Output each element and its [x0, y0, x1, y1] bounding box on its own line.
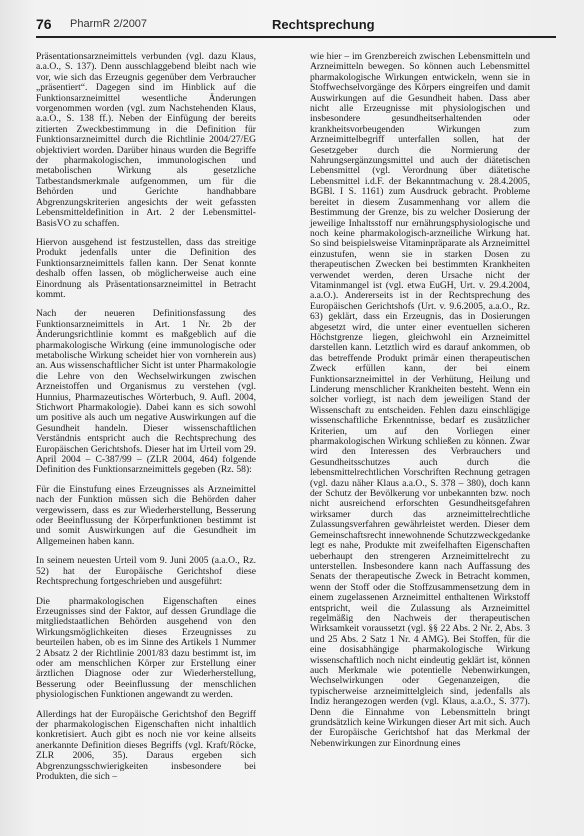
section-title: Rechtsprechung — [272, 17, 375, 32]
paragraph: Präsentationsarzneimittels verbunden (vgl. dazu Klaus, a.a.O., S. 137). Denn ausschlaggebend bleibt nach wie vor, wie sich das Erzeugnis gegenüber dem Verbraucher „präsentiert“. Dagegen sind im Hinblick auf die Funktionsarzneimittel wesentliche Änderungen vorgenommen worden (vgl. zum Nachstehenden Klaus, a.a.O., S. 138 ff.). Neben der Einfügung der bereits zitierten Zweckbestimmung in die Definition für Funktionsarzneimittel durch die Richtlinie 2004/27/EG objektiviert worden. Darüber hinaus wurden die Begriffe der pharmakologischen, immunologischen und metabolischen Wirkung als gesetzliche Tatbestandsmerkmale aufgenommen, um für die Behörden und Gerichte handhabbare Abgrenzungskriterien angesichts der weit gefassten Lebensmitteldefinition in Art. 2 der Lebensmittel-BasisVO zu schaffen. — [36, 51, 256, 229]
page-number: 76 — [36, 16, 52, 32]
paragraph: Nach der neueren Definitionsfassung des Funktionsarzneimittels in Art. 1 Nr. 2b der Änderungsrichtlinie kommt es maßgeblich auf die pharmakologische Wirkung (eine immunologische oder metabolische Wirkung scheidet hier von vornherein aus) an. Aus wissenschaftlicher Sicht ist unter Pharmakologie die Lehre von den Wechselwirkungen zwischen Arzneistoffen und Organismus zu verstehen (vgl. Hunnius, Pharmazeutisches Wörterbuch, 9. Aufl. 2004, Stichwort Pharmakologie). Dabei kann es sich sowohl um positive als auch um negative Auswirkungen auf die Gesundheit handeln. Dieser wissenschaftlichen Verständnis entspricht auch die Rechtsprechung des Europäischen Gerichtshofs. Dieser hat im Urteil vom 29. April 2004 – C-387/99 – (ZLR 2004, 464) folgende Definition des Funktionsarzneimittels gegeben (Rz. 58): — [36, 308, 256, 476]
paragraph: Die pharmakologischen Eigenschaften eines Erzeugnisses sind der Faktor, auf dessen Grundlage die mitgliedstaatlichen Behörden ausgehend von den Wirkungsmöglichkeiten dieses Erzeugnisses zu beurteilen haben, ob es im Sinne des Artikels 1 Nummer 2 Absatz 2 der Richtlinie 2001/83 dazu bestimmt ist, im oder am menschlichen Körper zur Erstellung einer ärztlichen Diagnose oder zur Wiederherstellung, Besserung oder Beeinflussung der menschlichen physiologischen Funktionen angewandt zu werden. — [36, 595, 256, 701]
page-header — [36, 14, 556, 40]
paragraph: Hiervon ausgehend ist festzustellen, dass das streitige Produkt jedenfalls unter die Definition des Funktionsarzneimittels fallen kann. Der Senat konnte deshalb offen lassen, ob möglicherweise auch eine Einordnung als Präsentationsarzneimittel in Betracht kommt. — [36, 236, 256, 300]
paragraph: Allerdings hat der Europäische Gerichtshof den Begriff der pharmakologischen Eigenschaften nicht inhaltlich konkretisiert. Auch gibt es noch nie vor keine allseits anerkannte Definition dieses Begriffs (vgl. Kraft/Röcke, ZLR 2006, 35). Daraus ergeben sich Abgrenzungsschwierigkeiten insbesondere bei Produkten, die sich – — [36, 708, 256, 782]
right-column — [310, 52, 530, 758]
paragraph: Für die Einstufung eines Erzeugnisses als Arzneimittel nach der Funktion müssen sich die Behörden daher vergewissern, dass es zur Wiederherstellung, Besserung oder Beeinflussung der Körperfunktionen bestimmt ist und somit Auswirkungen auf die Gesundheit im Allgemeinen haben kann. — [36, 483, 256, 547]
left-column — [36, 52, 256, 791]
paragraph: In seinem neuesten Urteil vom 9. Juni 2005 (a.a.O., Rz. 52) hat der Europäische Gerichtshof diese Rechtsprechung fortgeschrieben und ausgeführt: — [36, 555, 256, 588]
paragraph: wie hier – im Grenzbereich zwischen Lebensmitteln und Arzneimitteln bewegen. So können auch Lebensmittel pharmakologische Wirkungen entwickeln, wenn sie in Stoffwechselvorgänge des Körpers eingreifen und damit Auswirkungen auf die Gesundheit haben. Dass aber nicht alle Erzeugnisse mit physiologischen und insbesondere gesundheitserhaltenden oder krankheitsvorbeugenden Wirkungen zum Arzneimittelbegriff unterfallen sollen, hat der Gesetzgeber durch die Normierung der Nahrungsergänzungsmittel und auch der diätetischen Lebensmittel (vgl. Verordnung über diätetische Lebensmittel i.d.F. der Bekanntmachung v. 28.4.2005, BGBl. I S. 1161) zum Ausdruck gebracht. Probleme bereitet in diesem Zusammenhang vor allem die Bestimmung der Grenze, bis zu welcher Dosierung der jeweilige Inhaltsstoff nur ernährungsphysiologische und noch keine pharmakologisch-arzneiliche Wirkung hat. So sind beispielsweise Vitaminpräparate als Arzneimittel einzustufen, wenn sie in starken Dosen zu therapeutischen Zwecken bei bestimmten Krankheiten verwendet werden, deren Ursache nicht der Vitaminmangel ist (vgl. etwa EuGH, Urt. v. 29.4.2004, a.a.O.). Andererseits ist in der Rechtsprechung des Europäischen Gerichtshofs (Urt. v. 9.6.2005, a.a.O., Rz. 63) geklärt, dass ein Erzeugnis, das in Dosierungen abgesetzt wird, die unter einer eventuellen sicheren Höchstgrenze liegen, gleichwohl ein Arzneimittel darstellen kann. Letztlich wird es darauf ankommen, ob das betreffende Produkt primär einen therapeutischen Zweck erfüllen kann, der bei einem Funktionsarzneimittel in der Verhütung, Heilung und Linderung menschlicher Krankheiten besteht. Wenn ein solcher vorliegt, ist nach dem jeweiligen Stand der Wissenschaft zu entscheiden. Fehlen dazu einschlägige wissenschaftliche Erkenntnisse, bedarf es zusätzlicher Kriterien, um auf den Vorliegen einer pharmakologischen Wirkung schließen zu können. Zwar wird den Interessen des Verbrauchers und Gesundheitsschutzes auch durch die lebensmittelrechtlichen Vorschriften Rechnung getragen (vgl. dazu näher Klaus a.a.O., S. 378 – 380), doch kann der Schutz der Bevölkerung vor unbekannten bzw. noch nicht ausreichend erforschten Gesundheitsgefahren wirksamer durch das arzneimittelrechtliche Zulassungsverfahren gewährleistet werden. Dieser dem Gemeinschaftsrecht innewohnende Schutzzweckgedanke legt es nahe, Produkte mit zweifelhaften Eigenschaften ueberhaupt den strengeren Arzneimittelrecht zu unterstellen. Insbesondere kann nach Auffassung des Senats der therapeutische Zweck in Betracht kommen, wenn der Stoff oder die Stoffzusammensetzung dem in einem zugelassenen Arzneimittel enthaltenen Wirkstoff entspricht, weil die Zulassung als Arzneimittel regelmäßig den Nachweis der therapeutischen Wirksamkeit voraussetzt (vgl. §§ 22 Abs. 2 Nr. 2, Abs. 3 und 25 Abs. 2 Satz 1 Nr. 4 AMG). Bei Stoffen, für die eine dosisabhängige pharmakologische Wirkung wissenschaftlich noch nicht eindeutig geklärt ist, können auch Merkmale wie potentielle Nebenwirkungen, Wechselwirkungen oder Gegenanzeigen, die typischerweise arzneimittelgleich sind, jedenfalls als Indiz herangezogen werden (vgl. Klaus, a.a.O., S. 377). Denn die Einnahme von Lebensmitteln bringt grundsätzlich keine Wirkungen dieser Art mit sich. Auch der Europäische Gerichtshof hat das Merkmal der Nebenwirkungen zur Einordnung eines — [310, 51, 530, 749]
journal-reference: PharmR 2/2007 — [70, 18, 148, 30]
header-rule — [36, 36, 556, 38]
